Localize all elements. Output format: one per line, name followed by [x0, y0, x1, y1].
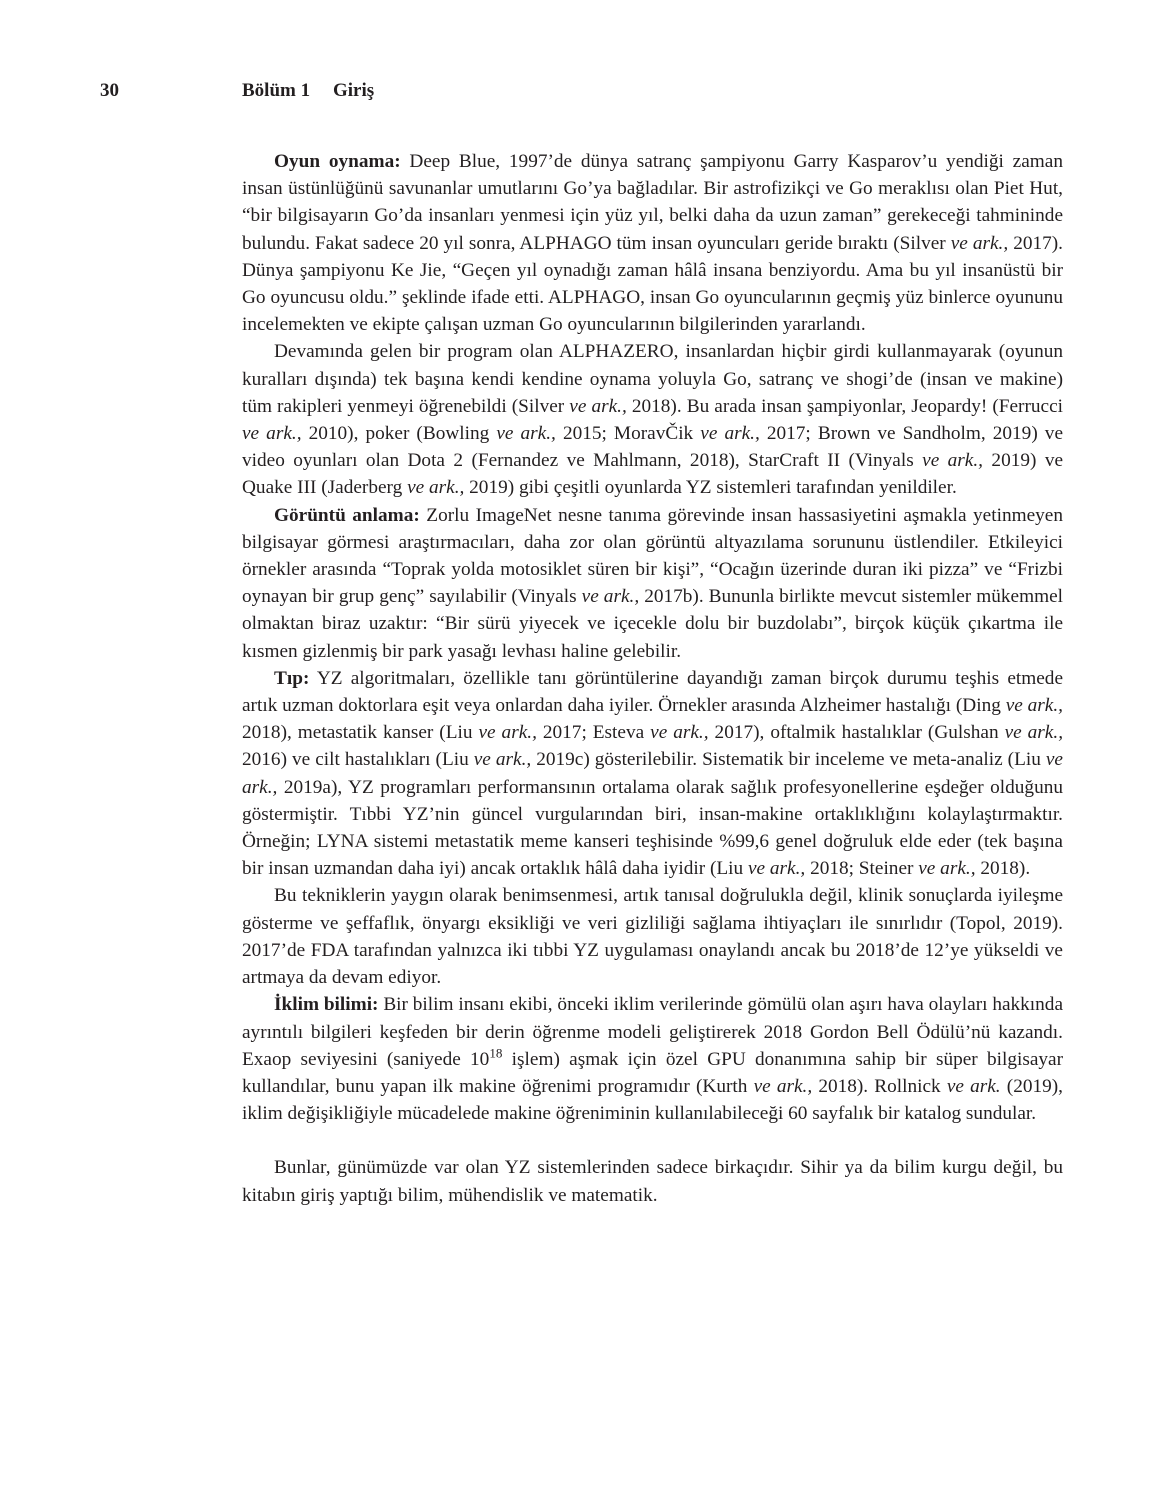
exponent-superscript: 18	[489, 1045, 503, 1061]
citation-italic: ve ark.,	[242, 423, 302, 445]
running-header	[0, 78, 1162, 108]
paragraph-climate	[242, 991, 1063, 1127]
section-heading-game-playing: Oyun oynama:	[274, 151, 401, 172]
text-run: 2019a), YZ programları performansının ortalama olarak sağlık profesyonellerine eşdeğer olduğunu göstermiştir. Tıbbi YZ’nin güncel vurgularından biri, insan-makine ortaklıklığını kolaylaştırmaktır. Örneğin; LYNA sistemi metastatik meme kanseri teşhisinde %99,6 genel doğruluk elde eder (tek başına bir insan uzmandan daha iyi) ancak ortaklık hâlâ daha iyidir (Liu	[242, 776, 1063, 880]
text-run: 2018).	[975, 858, 1031, 880]
text-run: işlem) aşmak için özel GPU donanımına sahip bir süper bilgisayar kullandılar, bunu yapan ilk makine öğrenimi programıdır (Kurth	[242, 1048, 1063, 1097]
text-run: 2018). Rollnick	[812, 1075, 947, 1097]
paragraph-medicine	[242, 665, 1063, 883]
text-run: 2019c) gösterilebilir. Sistematik bir inceleme ve meta-analiz (Liu	[531, 749, 1046, 771]
text-run: 2017; Brown ve Sandholm, 2019) ve video oyunları olan Dota 2 (Fernandez ve Mahlmann, 2018), StarCraft II (Vinyals	[242, 423, 1064, 472]
citation-italic: ve ark.	[946, 1075, 1001, 1097]
citation-italic: ve ark.,	[242, 749, 1063, 798]
paragraph-game-playing	[242, 148, 1063, 338]
text-run: Bu tekniklerin yaygın olarak benimsenmesi, artık tanısal doğrulukla değil, klinik sonuçlarda iyileşme gösterme ve şeffaflık, önyargı eksikliği ve veri gizliliği sağlama ihtiyaçları ile sınırlıdır (Topol, 2019). 2017’de FDA tarafından yalnızca iki tıbbi YZ uygulaması onaylandı ancak bu 2018’de 12’ye yükseldi ve artmaya da devam ediyor.	[242, 885, 1063, 989]
citation-italic: ve ark.,	[1005, 695, 1063, 717]
page-number: 30	[100, 80, 119, 101]
section-heading-medicine: Tıp:	[274, 667, 310, 689]
citation-italic: ve ark.,	[569, 395, 627, 417]
citation-italic: ve ark.,	[922, 450, 984, 472]
text-run: 2018), metastatik kanser (Liu	[242, 722, 479, 744]
paragraph-image-understanding	[242, 502, 1063, 665]
section-heading-image-understanding: Görüntü anlama:	[274, 504, 420, 526]
text-run: 2017; Esteva	[536, 722, 651, 744]
text-run: (2019), iklim değişikliğiyle mücadelede makine öğreniminin kullanılabileceği 60 sayfalık bir katalog sundular.	[242, 1075, 1063, 1125]
text-run: 2016) ve cilt hastalıkları (Liu	[242, 749, 474, 771]
text-run: 2017), oftalmik hastalıklar (Gulshan	[708, 722, 1005, 744]
citation-italic: ve ark.,	[473, 749, 532, 771]
text-run: Devamında gelen bir program olan ALPHAZERO, insanlardan hiçbir girdi kullanmayarak (oyunun kuralları dışında) tek başına kendi kendine oynama yoluyla Go, satranç ve shogi’de (insan ve makine) tüm rakipleri yenmeyi öğrenebildi (Silver	[242, 341, 1063, 417]
text-run: 2017). Dünya şampiyonu Ke Jie, “Geçen yıl oynadığı zaman hâlâ insana benziyordu. Ama bu yıl insanüstü bir Go oyuncusu oldu.” şeklinde ifade etti. ALPHAGO, insan Go oyuncularının geçmiş yüz binlerce oyununu incelemekten ve ekipte çalışan uzman Go oyuncularının bilgilerinden yararlandı.	[242, 232, 1063, 336]
text-run: YZ algoritmaları, özellikle tanı görüntülerine dayandığı zaman birçok durumu teşhis etmede artık uzman doktorlara eşit veya onlardan daha iyiler. Örnekler arasında Alzheimer hastalığı (Ding	[242, 667, 1063, 717]
paragraph-adoption	[242, 882, 1063, 991]
citation-italic: ve ark.,	[478, 722, 537, 744]
chapter-label: Bölüm 1	[242, 80, 311, 101]
text-run: 2018; Steiner	[805, 858, 919, 880]
citation-italic: ve ark.,	[650, 722, 709, 744]
citation-italic: ve ark.,	[753, 1075, 813, 1097]
text-run: Zorlu ImageNet nesne tanıma görevinde insan hassasiyetini aşmakla yetinmeyen bilgisayar görmesi araştırmacıları, daha zor olan görüntü altyazılama sorununu üstlendiler. Etkileyici örnekler arasında “Toprak yolda motosiklet süren bir kişi”, “Ocağın üzerinde duran iki pizza” ve “Frizbi oynayan bir grup genç” sayılabilir (Vinyals	[242, 504, 1063, 608]
text-run: 2019) gibi çeşitli oyunlarda YZ sistemleri tarafından yenildiler.	[464, 477, 957, 499]
chapter-title: Giriş	[333, 80, 375, 101]
citation-italic: ve ark.,	[950, 232, 1009, 254]
citation-italic: ve ark.,	[581, 586, 640, 608]
text-run: 2019) ve Quake III (Jaderberg	[242, 450, 1064, 499]
citation-italic: ve ark.,	[918, 858, 976, 880]
citation-italic: ve ark.,	[1004, 722, 1064, 744]
text-run: 2017b). Bununla birlikte mevcut sistemler mükemmel olmaktan biraz uzaktır: “Bir sürü yiyecek ve içecekle dolu bir buzdolabı”, birçok küçük çıkartma ile kısmen gizlenmiş bir park yasağı levhası haline gelebilir.	[242, 586, 1063, 662]
text-run: 2015; MoravČik	[555, 423, 701, 445]
citation-italic: ve ark.,	[496, 423, 556, 445]
text-run: 2018). Bu arada insan şampiyonlar, Jeopardy! (Ferrucci	[626, 395, 1064, 417]
citation-italic: ve ark.,	[747, 858, 806, 880]
text-run: Bunlar, günümüzde var olan YZ sistemlerinden sadece birkaçıdır. Sihir ya da bilim kurgu değil, bu kitabın giriş yaptığı bilim, mühendislik ve matematik.	[242, 1157, 1063, 1206]
text-run: Deep Blue, 1997’de dünya satranç şampiyonu Garry Kasparov’u yendiği zaman insan üstünlüğünü savunanlar umutlarını Go’ya bağladılar. Bir astrofizikçi ve Go meraklısı olan Piet Hut, “bir bilgisayarın Go’da insanları yenmesi için yüz yıl, belki daha da uzun zaman” gerekeceği tahmininde bulundu. Fakat sadece 20 yıl sonra, ALPHAGO tüm insan oyuncuları geride bıraktı (Silver	[242, 151, 1063, 254]
paragraph-closing	[242, 1154, 1063, 1208]
text-run: Bir bilim insanı ekibi, önceki iklim verilerinde gömülü olan aşırı hava olayları hakkında ayrıntılı bilgileri keşfeden bir derin öğrenme modeli geliştirerek 2018 Gordon Bell Ödülü’nü kazandı. Exaop seviyesini (saniyede 10	[242, 994, 1063, 1070]
citation-italic: ve ark.,	[700, 423, 760, 445]
text-run: 2010), poker (Bowling	[301, 423, 497, 445]
paragraph-alphazero	[242, 338, 1063, 501]
body-text	[242, 148, 1063, 1209]
citation-italic: ve ark.,	[407, 477, 465, 499]
section-heading-climate: İklim bilimi:	[274, 994, 379, 1016]
